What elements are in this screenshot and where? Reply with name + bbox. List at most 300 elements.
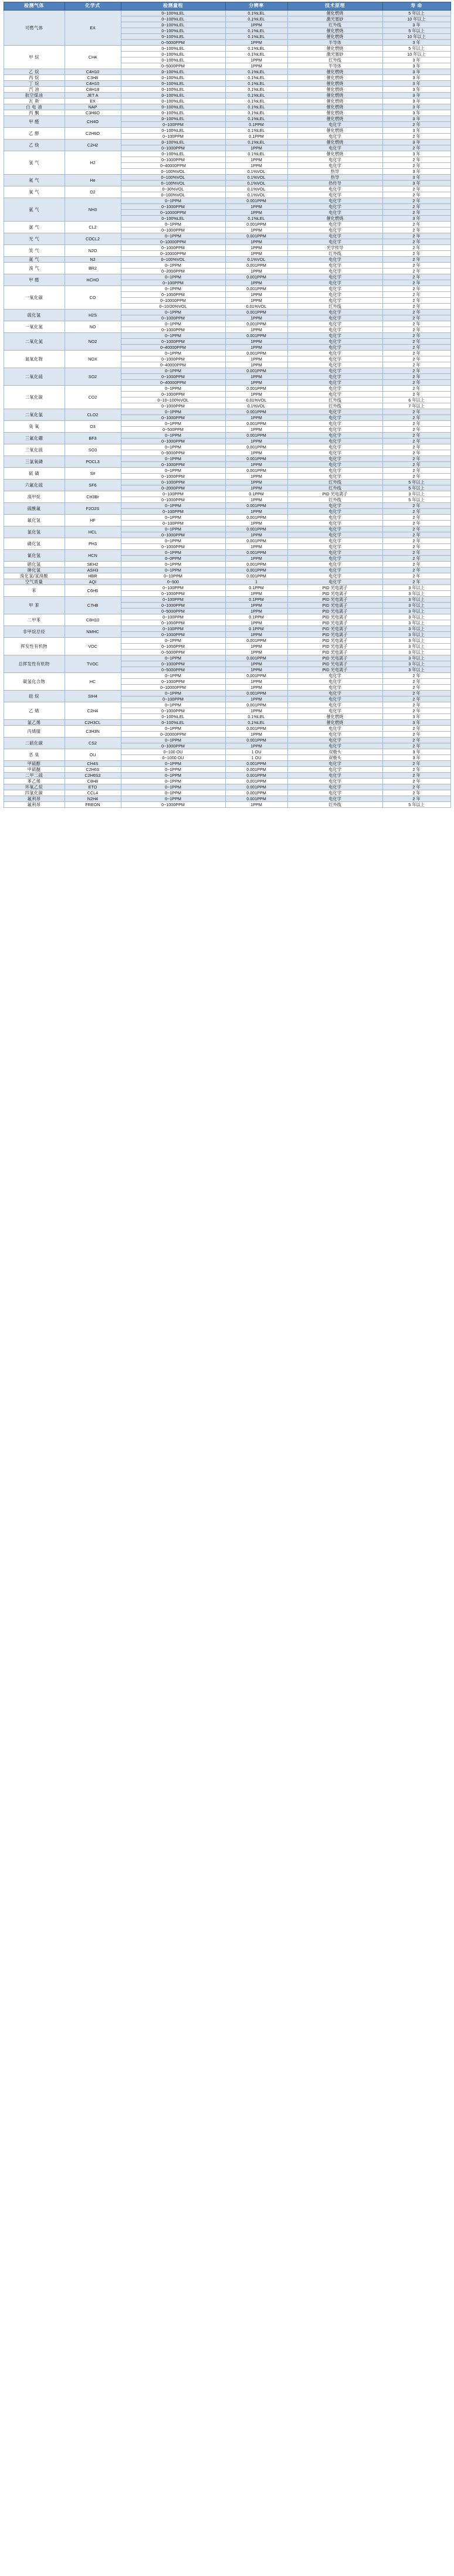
cell-technology: 催化燃烧 <box>287 11 382 16</box>
cell-range: 0~100PPM <box>121 280 225 286</box>
cell-gas-name: 二氧化氮 <box>4 333 65 351</box>
cell-range: 0~100 OU <box>121 749 225 755</box>
table-row <box>4 597 450 603</box>
cell-technology: 电化学 <box>287 269 382 274</box>
cell-technology: 电化学 <box>287 767 382 773</box>
cell-range: 0~100%LEL <box>121 11 225 16</box>
cell-lifetime: 2 年 <box>382 450 450 456</box>
cell-formula: SF6 <box>65 480 121 491</box>
cell-range: 0~100%VOL <box>121 257 225 263</box>
cell-gas-name: 三氯氧磷 <box>4 456 65 468</box>
cell-lifetime: 2 年 <box>382 738 450 743</box>
cell-technology: 电化学 <box>287 392 382 397</box>
cell-gas-name: 溴化氢/氢溴酸 <box>4 573 65 579</box>
cell-resolution: 0.1PPM <box>225 491 287 497</box>
cell-formula: PH3 <box>65 538 121 550</box>
cell-lifetime: 2 年 <box>382 696 450 702</box>
cell-resolution: 0.001PPM <box>225 738 287 743</box>
table-row <box>4 626 450 632</box>
cell-gas-name: 氨 气 <box>4 198 65 222</box>
cell-technology: PID 光电离子 <box>287 638 382 644</box>
cell-range: 0~40000PPM <box>121 380 225 386</box>
cell-lifetime: 2 年 <box>382 679 450 685</box>
cell-lifetime: 2 年 <box>382 368 450 374</box>
cell-resolution: 0.001PPM <box>225 638 287 644</box>
cell-gas-name: 一氧化氮 <box>4 321 65 333</box>
cell-resolution: 1PPM <box>225 650 287 655</box>
cell-resolution: 0.001PPM <box>225 515 287 521</box>
cell-technology: PID 光电离子 <box>287 661 382 667</box>
cell-lifetime: 2 年 <box>382 767 450 773</box>
cell-gas-name: 白 电 油 <box>4 104 65 110</box>
cell-range: 0~1PPM <box>121 198 225 204</box>
cell-resolution: 1PPM <box>225 556 287 562</box>
table-row <box>4 480 450 485</box>
cell-lifetime: 2 年 <box>382 245 450 251</box>
cell-gas-name: 苯乙烯 <box>4 779 65 784</box>
cell-gas-name: 磷化氢 <box>4 538 65 550</box>
cell-lifetime: 2 年 <box>382 186 450 192</box>
cell-formula: NO <box>65 321 121 333</box>
cell-resolution: 1 OU <box>225 749 287 755</box>
table-row <box>4 673 450 679</box>
cell-gas-name: 乙 炔 <box>4 140 65 151</box>
cell-lifetime: 2 年 <box>382 163 450 169</box>
table-row <box>4 433 450 439</box>
cell-range: 0~1000PPM <box>121 374 225 380</box>
cell-technology: 电化学 <box>287 509 382 515</box>
cell-range: 0~1PPM <box>121 444 225 450</box>
cell-lifetime: 2 年 <box>382 673 450 679</box>
cell-lifetime: 2 年 <box>382 321 450 327</box>
cell-range: 0~100%LEL <box>121 714 225 720</box>
cell-gas-name: 甲 烷 <box>4 46 65 69</box>
cell-resolution: 0.001PPM <box>225 796 287 802</box>
cell-resolution: 1PPM <box>225 603 287 609</box>
table-row <box>4 503 450 509</box>
cell-technology: 红外线 <box>287 304 382 310</box>
cell-formula: NOX <box>65 351 121 368</box>
cell-lifetime: 3 年 <box>382 63 450 69</box>
column-header-gas: 检测气体 <box>4 2 65 11</box>
cell-range: 0~500PPM <box>121 427 225 433</box>
cell-gas-name: 航空煤油 <box>4 93 65 98</box>
cell-technology: 电化学 <box>287 368 382 374</box>
table-row <box>4 567 450 573</box>
cell-technology: 催化燃烧 <box>287 714 382 720</box>
cell-technology: PID 光电离子 <box>287 632 382 638</box>
cell-lifetime: 2 年 <box>382 356 450 362</box>
cell-lifetime: 2 年 <box>382 333 450 339</box>
cell-range: 0~10000PPM <box>121 685 225 691</box>
cell-range: 0~2000PPM <box>121 485 225 491</box>
cell-resolution: 1PPM <box>225 57 287 63</box>
cell-formula: NMHC <box>65 626 121 638</box>
cell-technology: 电化学 <box>287 526 382 532</box>
table-row <box>4 573 450 579</box>
cell-gas-name: 二氧化氯 <box>4 409 65 421</box>
cell-range: 0~10PPM <box>121 573 225 579</box>
cell-technology: 催化燃烧 <box>287 110 382 116</box>
cell-resolution: 1PPM <box>225 485 287 491</box>
table-row <box>4 702 450 708</box>
table-row <box>4 257 450 263</box>
table-row <box>4 81 450 87</box>
cell-resolution: 0.001PPM <box>225 573 287 579</box>
cell-resolution: 0.001PPM <box>225 351 287 356</box>
cell-technology: 电化学 <box>287 562 382 567</box>
cell-range: 0~10000PPM <box>121 251 225 257</box>
cell-formula: ASH3 <box>65 567 121 573</box>
cell-technology: 电化学 <box>287 738 382 743</box>
cell-lifetime: 3 年 <box>382 216 450 222</box>
cell-lifetime: 3 年 <box>382 57 450 63</box>
cell-technology: 电化学 <box>287 691 382 696</box>
cell-lifetime: 2 年 <box>382 380 450 386</box>
cell-lifetime: 3 年 <box>382 749 450 755</box>
cell-lifetime: 2 年 <box>382 222 450 227</box>
cell-formula: C2H6S <box>65 767 121 773</box>
cell-lifetime: 2 年 <box>382 210 450 216</box>
cell-range: 0~1PPM <box>121 526 225 532</box>
cell-resolution: 1PPM <box>225 462 287 468</box>
cell-technology: 电化学 <box>287 310 382 315</box>
table-row <box>4 726 450 732</box>
cell-lifetime: 2 年 <box>382 134 450 140</box>
cell-lifetime: 3 年以上 <box>382 597 450 603</box>
cell-technology: 电化学 <box>287 198 382 204</box>
cell-lifetime: 2 年 <box>382 345 450 351</box>
cell-resolution: 1PPM <box>225 685 287 691</box>
cell-technology: 红外线 <box>287 251 382 257</box>
cell-range: 0~1PPM <box>121 321 225 327</box>
cell-lifetime: 3 年 <box>382 93 450 98</box>
table-row <box>4 386 450 392</box>
cell-lifetime: 2 年 <box>382 427 450 433</box>
cell-technology: 电化学 <box>287 696 382 702</box>
cell-resolution: 1PPM <box>225 327 287 333</box>
cell-resolution: 1 <box>225 579 287 585</box>
cell-gas-name: 硫 磺 <box>4 468 65 480</box>
cell-formula: JET A <box>65 93 121 98</box>
cell-lifetime: 2 年 <box>382 339 450 345</box>
cell-formula: C2H6S2 <box>65 773 121 779</box>
cell-technology: PID 光电离子 <box>287 667 382 673</box>
cell-range: 0~1PPM <box>121 421 225 427</box>
table-row <box>4 779 450 784</box>
cell-formula: EX <box>65 98 121 104</box>
cell-resolution: 0.1%LEL <box>225 52 287 57</box>
cell-range: 0~10~100%VOL <box>121 397 225 403</box>
cell-resolution: 1PPM <box>225 280 287 286</box>
cell-range: 0~1PPM <box>121 562 225 567</box>
table-row <box>4 562 450 567</box>
cell-gas-name: 砷化氢 <box>4 567 65 573</box>
cell-range: 0~5000PPM <box>121 667 225 673</box>
cell-lifetime: 2 年 <box>382 462 450 468</box>
cell-resolution: 0.1%LEL <box>225 81 287 87</box>
cell-gas-name: 甲硫醚 <box>4 767 65 773</box>
table-row <box>4 802 450 808</box>
table-row <box>4 796 450 802</box>
cell-lifetime: 3 年以上 <box>382 626 450 632</box>
cell-technology: 电化学 <box>287 351 382 356</box>
cell-gas-name: 硅 烷 <box>4 691 65 702</box>
cell-resolution: 1PPM <box>225 802 287 808</box>
cell-formula: C3H8 <box>65 75 121 81</box>
cell-range: 0~100%VOL <box>121 181 225 186</box>
cell-range: 0~40000PPM <box>121 163 225 169</box>
cell-resolution: 1PPM <box>225 632 287 638</box>
cell-gas-name: 氧 气 <box>4 186 65 198</box>
cell-resolution: 0.001PPM <box>225 433 287 439</box>
cell-technology: PID 光电离子 <box>287 591 382 597</box>
cell-lifetime: 6 年以上 <box>382 397 450 403</box>
cell-lifetime: 3 年以上 <box>382 609 450 614</box>
table-row <box>4 761 450 767</box>
table-row <box>4 638 450 644</box>
table-row <box>4 579 450 585</box>
cell-gas-name: 丙 酮 <box>4 110 65 116</box>
cell-gas-name: 乙 烷 <box>4 69 65 75</box>
cell-technology: 电化学 <box>287 462 382 468</box>
cell-lifetime: 2 年 <box>382 433 450 439</box>
cell-technology: 电化学 <box>287 550 382 556</box>
cell-lifetime: 3 年以上 <box>382 591 450 597</box>
cell-lifetime: 5 年以上 <box>382 11 450 16</box>
cell-lifetime: 2 年 <box>382 145 450 151</box>
cell-range: 0~100%LEL <box>121 140 225 145</box>
table-row <box>4 550 450 556</box>
cell-range: 0~1000PPM <box>121 292 225 298</box>
cell-gas-name: 氰化氢 <box>4 550 65 562</box>
cell-resolution: 1PPM <box>225 227 287 233</box>
cell-resolution: 0.1%LEL <box>225 46 287 52</box>
cell-resolution: 0.1%LEL <box>225 98 287 104</box>
cell-lifetime: 3 年以上 <box>382 650 450 655</box>
table-row <box>4 749 450 755</box>
cell-gas-name: 光 气 <box>4 233 65 245</box>
cell-range: 0~1PPM <box>121 790 225 796</box>
cell-formula: C8H18 <box>65 87 121 93</box>
cell-range: 0~5000PPM <box>121 450 225 456</box>
cell-formula: HF <box>65 515 121 526</box>
cell-range: 0~100%LEL <box>121 151 225 157</box>
cell-technology: 红外线 <box>287 802 382 808</box>
cell-range: 0~100%LEL <box>121 216 225 222</box>
cell-resolution: 1PPM <box>225 269 287 274</box>
cell-range: 0~1PPM <box>121 738 225 743</box>
cell-formula: H2S <box>65 310 121 321</box>
table-row <box>4 198 450 204</box>
cell-range: 0~1PPM <box>121 433 225 439</box>
cell-formula: HCHO <box>65 274 121 286</box>
cell-resolution: 0.001PPM <box>225 368 287 374</box>
cell-formula: TVOC <box>65 655 121 673</box>
cell-lifetime: 2 年 <box>382 263 450 269</box>
cell-lifetime: 5 年以上 <box>382 485 450 491</box>
cell-technology: 电化学 <box>287 503 382 509</box>
cell-formula: N2 <box>65 257 121 263</box>
cell-technology: 红外线 <box>287 22 382 28</box>
cell-resolution: 0.1%LEL <box>225 75 287 81</box>
cell-formula: NH3 <box>65 198 121 222</box>
cell-technology: 电化学 <box>287 345 382 351</box>
cell-lifetime: 2 年 <box>382 567 450 573</box>
cell-resolution: 1PPM <box>225 450 287 456</box>
table-row <box>4 263 450 269</box>
cell-resolution: 1PPM <box>225 532 287 538</box>
cell-lifetime: 2 年 <box>382 456 450 462</box>
cell-lifetime: 2 年 <box>382 515 450 521</box>
cell-resolution: 0.001PPM <box>225 456 287 462</box>
table-row <box>4 128 450 134</box>
cell-technology: 光学传导 <box>287 245 382 251</box>
cell-technology: 电化学 <box>287 673 382 679</box>
cell-resolution: 1PPM <box>225 63 287 69</box>
cell-lifetime: 2 年 <box>382 773 450 779</box>
cell-technology: PID 光电离子 <box>287 585 382 591</box>
cell-formula: He <box>65 175 121 186</box>
cell-lifetime: 2 年 <box>382 421 450 427</box>
cell-range: 0~100PPM <box>121 521 225 526</box>
cell-range: 0~1000PPM <box>121 439 225 444</box>
cell-lifetime: 3 年 <box>382 81 450 87</box>
cell-formula: C2H6O <box>65 128 121 140</box>
cell-range: 0~1000PPM <box>121 497 225 503</box>
cell-technology: PID 光电离子 <box>287 603 382 609</box>
cell-formula: C3H3N <box>65 726 121 738</box>
cell-technology: 催化燃烧 <box>287 28 382 34</box>
cell-formula: F2O2S <box>65 503 121 515</box>
cell-range: 0~1PPM <box>121 368 225 374</box>
cell-lifetime: 2 年 <box>382 468 450 474</box>
cell-formula: C2H3CL <box>65 720 121 726</box>
cell-technology: 催化燃烧 <box>287 93 382 98</box>
table-row <box>4 75 450 81</box>
cell-resolution: 1PPM <box>225 157 287 163</box>
cell-resolution: 0.1%LEL <box>225 11 287 16</box>
cell-technology: 电化学 <box>287 274 382 280</box>
cell-range: 0~1PPM <box>121 567 225 573</box>
cell-technology: 电化学 <box>287 321 382 327</box>
cell-range: 0~1000PPM <box>121 532 225 538</box>
table-row <box>4 491 450 497</box>
cell-lifetime: 3 年以上 <box>382 632 450 638</box>
table-row <box>4 333 450 339</box>
table-row <box>4 720 450 726</box>
cell-gas-name: 苯 <box>4 585 65 597</box>
cell-lifetime: 3 年以上 <box>382 585 450 591</box>
cell-lifetime: 2 年 <box>382 562 450 567</box>
cell-technology: 热导 <box>287 169 382 175</box>
cell-resolution: 1PPM <box>225 427 287 433</box>
cell-resolution: 1PPM <box>225 509 287 515</box>
cell-formula: C8H10 <box>65 614 121 626</box>
cell-range: 0~500 <box>121 579 225 585</box>
cell-range: 0~100%LEL <box>121 69 225 75</box>
cell-technology: 催化燃烧 <box>287 98 382 104</box>
cell-resolution: 0.1%LEL <box>225 714 287 720</box>
cell-range: 0~1000PPM <box>121 403 225 409</box>
cell-range: 0~100PPM <box>121 509 225 515</box>
cell-technology: 电化学 <box>287 538 382 544</box>
cell-lifetime: 3 年以上 <box>382 644 450 650</box>
cell-lifetime: 2 年 <box>382 374 450 380</box>
cell-lifetime: 2 年 <box>382 790 450 796</box>
cell-range: 0~1PPM <box>121 673 225 679</box>
cell-range: 0~1000PPM <box>121 245 225 251</box>
cell-technology: 电化学 <box>287 544 382 550</box>
cell-range: 0~100%LEL <box>121 75 225 81</box>
cell-lifetime: 2 年 <box>382 761 450 767</box>
table-row <box>4 738 450 743</box>
cell-technology: 电化学 <box>287 433 382 439</box>
cell-resolution: 0.1%LEL <box>225 110 287 116</box>
cell-technology: 电化学 <box>287 796 382 802</box>
cell-range: 0~100%LEL <box>121 116 225 122</box>
cell-formula: ETO <box>65 784 121 790</box>
table-row <box>4 456 450 462</box>
cell-technology: 电化学 <box>287 145 382 151</box>
cell-lifetime: 2 年 <box>382 386 450 392</box>
cell-gas-name: 三氟化硼 <box>4 433 65 444</box>
cell-range: 0~1PPM <box>121 784 225 790</box>
cell-technology: 电化学 <box>287 450 382 456</box>
cell-gas-name: 二硫化碳 <box>4 738 65 749</box>
cell-technology: 电化学 <box>287 415 382 421</box>
cell-range: 0~40000PPM <box>121 345 225 351</box>
cell-range: 0~10/20%VOL <box>121 304 225 310</box>
cell-formula: C7H8 <box>65 597 121 614</box>
cell-lifetime: 3 年 <box>382 714 450 720</box>
cell-resolution: 0.1%LEL <box>225 216 287 222</box>
cell-resolution: 1PPM <box>225 439 287 444</box>
cell-formula: BR2 <box>65 263 121 274</box>
cell-lifetime: 3 年 <box>382 169 450 175</box>
cell-range: 0~1000PPM <box>121 603 225 609</box>
cell-resolution: 1PPM <box>225 22 287 28</box>
cell-lifetime: 2 年 <box>382 503 450 509</box>
cell-lifetime: 3 年 <box>382 87 450 93</box>
cell-technology: 电化学 <box>287 257 382 263</box>
cell-lifetime: 2 年 <box>382 708 450 714</box>
cell-formula: HBR <box>65 573 121 579</box>
cell-formula: CO <box>65 286 121 310</box>
cell-gas-name: 氮氧化物 <box>4 351 65 368</box>
table-row <box>4 351 450 356</box>
cell-range: 0~1000PPM <box>121 708 225 714</box>
cell-resolution: 0.001PPM <box>225 567 287 573</box>
cell-lifetime: 2 年 <box>382 509 450 515</box>
cell-lifetime: 3 年 <box>382 22 450 28</box>
cell-gas-name: 氟化氢 <box>4 515 65 526</box>
cell-technology: 电化学 <box>287 679 382 685</box>
cell-resolution: 0.001PPM <box>225 233 287 239</box>
cell-range: 0~100%LEL <box>121 128 225 134</box>
cell-technology: PID 光电离子 <box>287 644 382 650</box>
cell-formula: BF3 <box>65 433 121 444</box>
cell-lifetime: 2 年 <box>382 579 450 585</box>
cell-range: 0~1000PPM <box>121 392 225 397</box>
cell-resolution: 1PPM <box>225 679 287 685</box>
table-row <box>4 691 450 696</box>
cell-range: 0~1PPM <box>121 550 225 556</box>
cell-technology: 催化燃烧 <box>287 104 382 110</box>
cell-range: 0~100PPM <box>121 491 225 497</box>
cell-formula: CH4 <box>65 46 121 69</box>
cell-technology: 红外线 <box>287 403 382 409</box>
